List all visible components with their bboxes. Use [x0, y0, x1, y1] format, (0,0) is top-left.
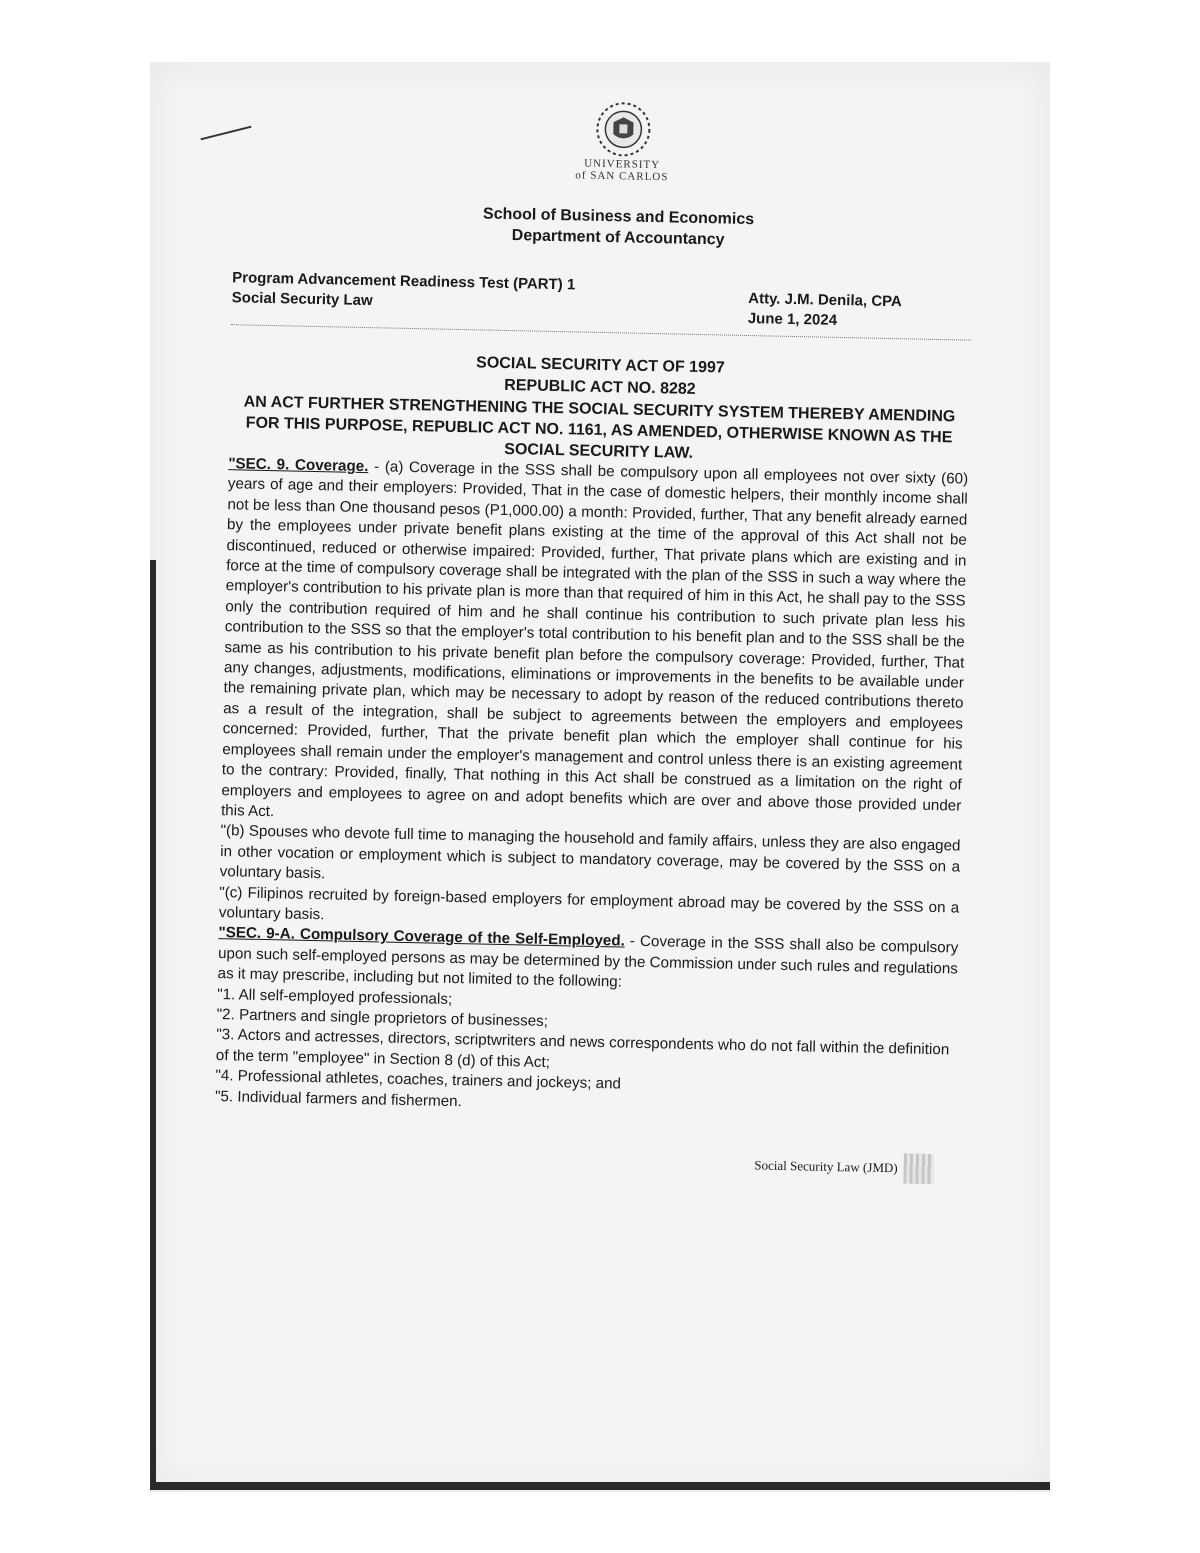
exam-title: Program Advancement Readiness Test (PART) 1 [232, 269, 576, 294]
header-left [231, 268, 575, 325]
list-item: "4. Professional athletes, coaches, trainers and jockeys; and [215, 1067, 622, 1093]
school-name: School of Business and Economics [482, 205, 755, 229]
header-right [748, 279, 903, 332]
section-9-b-paragraph: "(b) Spouses who devote full time to managing the household and family affairs, unless they are also engaged in other vocation or employment which is subject to mandatory coverage, may be covered by the SSS on a voluntary basis. [219, 822, 961, 883]
act-title: SOCIAL SECURITY ACT OF 1997 [475, 354, 725, 377]
scan-shadow-bottom [150, 1482, 1050, 1490]
section-9-heading: "SEC. 9. Coverage. [228, 455, 369, 476]
act-long-title: AN ACT FURTHER STRENGTHENING THE SOCIAL SECURITY SYSTEM THEREBY AMENDING FOR THIS PURPOSE, REPUBLIC ACT NO. 1161, AS AMENDED, OTHERWISE KNOWN AS THE SOCIAL SECURITY LAW. [243, 393, 956, 462]
department-name: Department of Accountancy [511, 227, 725, 249]
section-9-c-paragraph: "(c) Filipinos recruited by foreign-based employers for employment abroad may be covered by the SSS on a voluntary basis. [218, 883, 960, 924]
qr-code-icon [903, 1153, 934, 1184]
section-9a-text: - Coverage in the SSS shall also be compulsory upon such self-employed persons as may be determined by the Commission under such rules and regulations as it may prescribe, including but not limited to the following: [217, 932, 959, 991]
section-9-text: - (a) Coverage in the SSS shall be compulsory upon all employees not over sixty (60) years of age and their employers: Provided, That in the case of domestic helpers, their monthly income shall not be less than One thousand pesos (P1,000.00) a month: Provided, further, That any benefit already earned by the employees under private benefit plans existing at the time of the approval of this Act shall not be discontinued, reduced or otherwise impaired: Provided, further, That private plans which are existing and in force at the time of compulsory coverage shall be integrated with the plan of the SSS in such a way where the employer's contribution to his private plan is more than that required of him in this Act, he shall pay to the SSS only the contribution required of him and he shall continue his contribution to such private plan less his contribution to the SSS so that the employer's total contribution to his benefit plan and to the SSS shall be the same as his contribution to his private benefit plan before the compulsory coverage: Provided, further, That any changes, adjustments, modifications, eliminations or improvements in the benefits to be available under the remaining private plan, which may be necessary to adopt by reason of the reduced contributions thereto as a result of the integration, shall be subject to agreements between the employers and employees concerned: Provided, further, That the private benefit plan which the employer shall continue for his employees shall remain under the employer's management and control unless there is an existing agreement to the contrary: Provided, finally, That nothing in this Act shall be construed as a limitation on the right of employers and employees to agree on and adopt benefits which are over and above those provided under this Act. [220, 458, 969, 821]
university-name-line1: UNIVERSITY [584, 157, 661, 172]
university-seal-icon [593, 100, 652, 159]
university-name-line2: of SAN CARLOS [575, 169, 669, 184]
university-logo [269, 93, 976, 190]
section-9a-heading: "SEC. 9-A. Compulsory Coverage of the Self-Employed. [218, 924, 625, 950]
scan-shadow-left [150, 560, 156, 1490]
section-9-paragraph [221, 454, 969, 837]
footer-label: Social Security Law (JMD) [754, 1157, 898, 1176]
document-content [214, 92, 976, 1184]
list-item: "5. Individual farmers and fishermen. [214, 1087, 463, 1110]
exam-header [231, 268, 972, 340]
list-item: "1. All self-employed professionals; [217, 985, 453, 1008]
list-item: "2. Partners and single proprietors of businesses; [216, 1006, 549, 1030]
school-block [263, 199, 974, 256]
instructor-name: Atty. J.M. Denila, CPA [748, 290, 903, 311]
republic-act-number: REPUBLIC ACT NO. 8282 [504, 376, 696, 398]
list-item: "3. Actors and actresses, directors, scriptwriters and news correspondents who do not fall within the definition of the term "employee" in Section 8 (d) of this Act; [215, 1026, 950, 1071]
self-employed-list [215, 985, 957, 1123]
act-titles [228, 347, 970, 469]
exam-date: June 1, 2024 [747, 310, 838, 329]
subject-title: Social Security Law [231, 289, 373, 310]
